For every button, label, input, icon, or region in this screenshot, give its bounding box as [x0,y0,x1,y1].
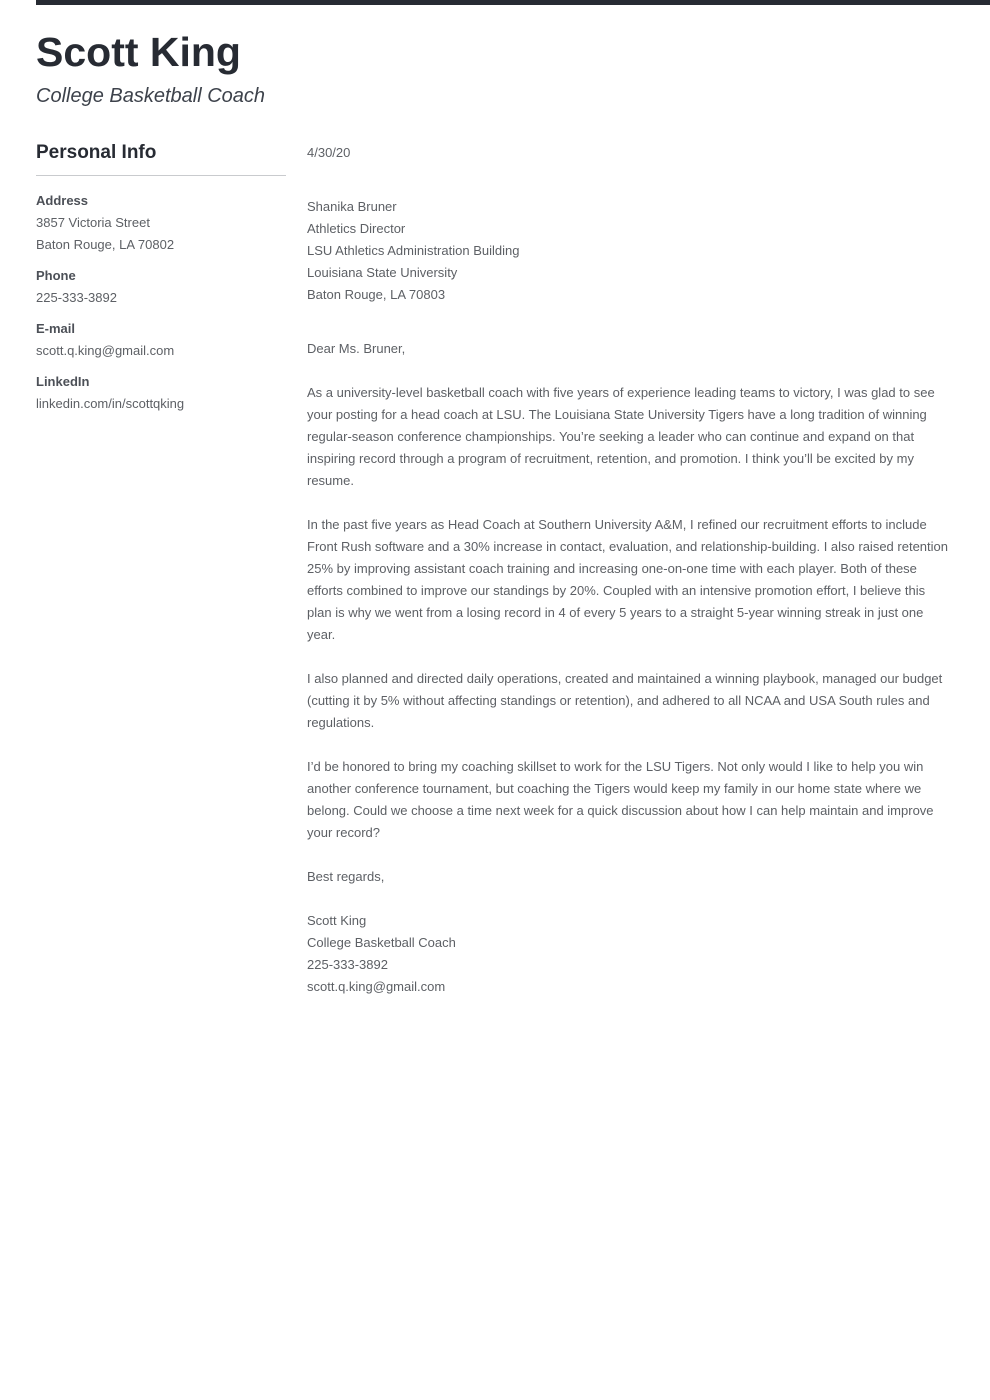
signature-phone: 225-333-3892 [307,957,388,973]
personal-info-sidebar [36,142,286,998]
letter-date: 4/30/20 [307,145,351,161]
sidebar-heading: Personal Info [36,142,286,176]
closing: Best regards, [307,869,385,885]
linkedin-value: linkedin.com/in/scottqking [36,396,185,412]
address-label: Address [36,193,89,209]
signature-title: College Basketball Coach [307,935,456,951]
address-section [36,190,286,256]
recipient-name: Shanika Bruner [307,199,397,215]
email-section [36,318,286,362]
linkedin-section [36,371,286,415]
linkedin-label: LinkedIn [36,374,90,390]
content-columns [0,142,990,998]
top-accent-bar [36,0,990,5]
phone-section [36,265,286,309]
recipient-title: Athletics Director [307,221,406,237]
letter-paragraph: I also planned and directed daily operations, created and maintained a winning playbook, managed our budget (cutting it by 5% without affecting standings or retention), and adhered to all NCAA and USA South rules and regulations. [307,671,943,731]
email-label: E-mail [36,321,76,337]
address-line: 3857 Victoria Street [36,215,150,231]
recipient-address-line: LSU Athletics Administration Building [307,243,520,259]
letter-paragraph: I’d be honored to bring my coaching skillset to work for the LSU Tigers. Not only would I like to help you win another conference tournament, but coaching the Tigers would keep my family in our home state where we belong. Could we choose a time next week for a quick discussion about how I can help maintain and improve your record? [307,759,934,841]
salutation: Dear Ms. Bruner, [307,341,406,357]
email-value: scott.q.king@gmail.com [36,343,175,359]
recipient-block [307,196,952,306]
address-line: Baton Rouge, LA 70802 [36,237,175,253]
signature-name: Scott King [307,913,367,929]
signature-email: scott.q.king@gmail.com [307,979,446,995]
letter-paragraph: In the past five years as Head Coach at Southern University A&M, I refined our recruitment efforts to include Front Rush software and a 30% increase in contact, evaluation, and relationship-building. I also raised retention 25% by improving assistant coach training and increasing one-on-one time with each player. Both of these efforts combined to improve our standings by 20%. Coupled with an intensive promotion effort, I believe this plan is why we went from a losing record in 4 of every 5 years to a straight 5-year winning streak in just one year. [307,517,948,643]
candidate-name: Scott King [36,29,241,75]
phone-label: Phone [36,268,76,284]
header [0,0,990,108]
letter-body [307,142,952,998]
recipient-address-line: Louisiana State University [307,265,458,281]
signature-block [307,910,952,998]
candidate-job-title: College Basketball Coach [36,85,266,108]
letter-paragraph: As a university-level basketball coach with five years of experience leading teams to victory, I was glad to see your posting for a head coach at LSU. The Louisiana State University Tigers have a long tradition of winning regular-season conference championships. You’re seeking a leader who can continue and expand on that inspiring record through a program of recruitment, retention, and promotion. I think you’ll be excited by my resume. [307,385,935,489]
recipient-address-line: Baton Rouge, LA 70803 [307,287,446,303]
phone-value: 225-333-3892 [36,290,117,306]
